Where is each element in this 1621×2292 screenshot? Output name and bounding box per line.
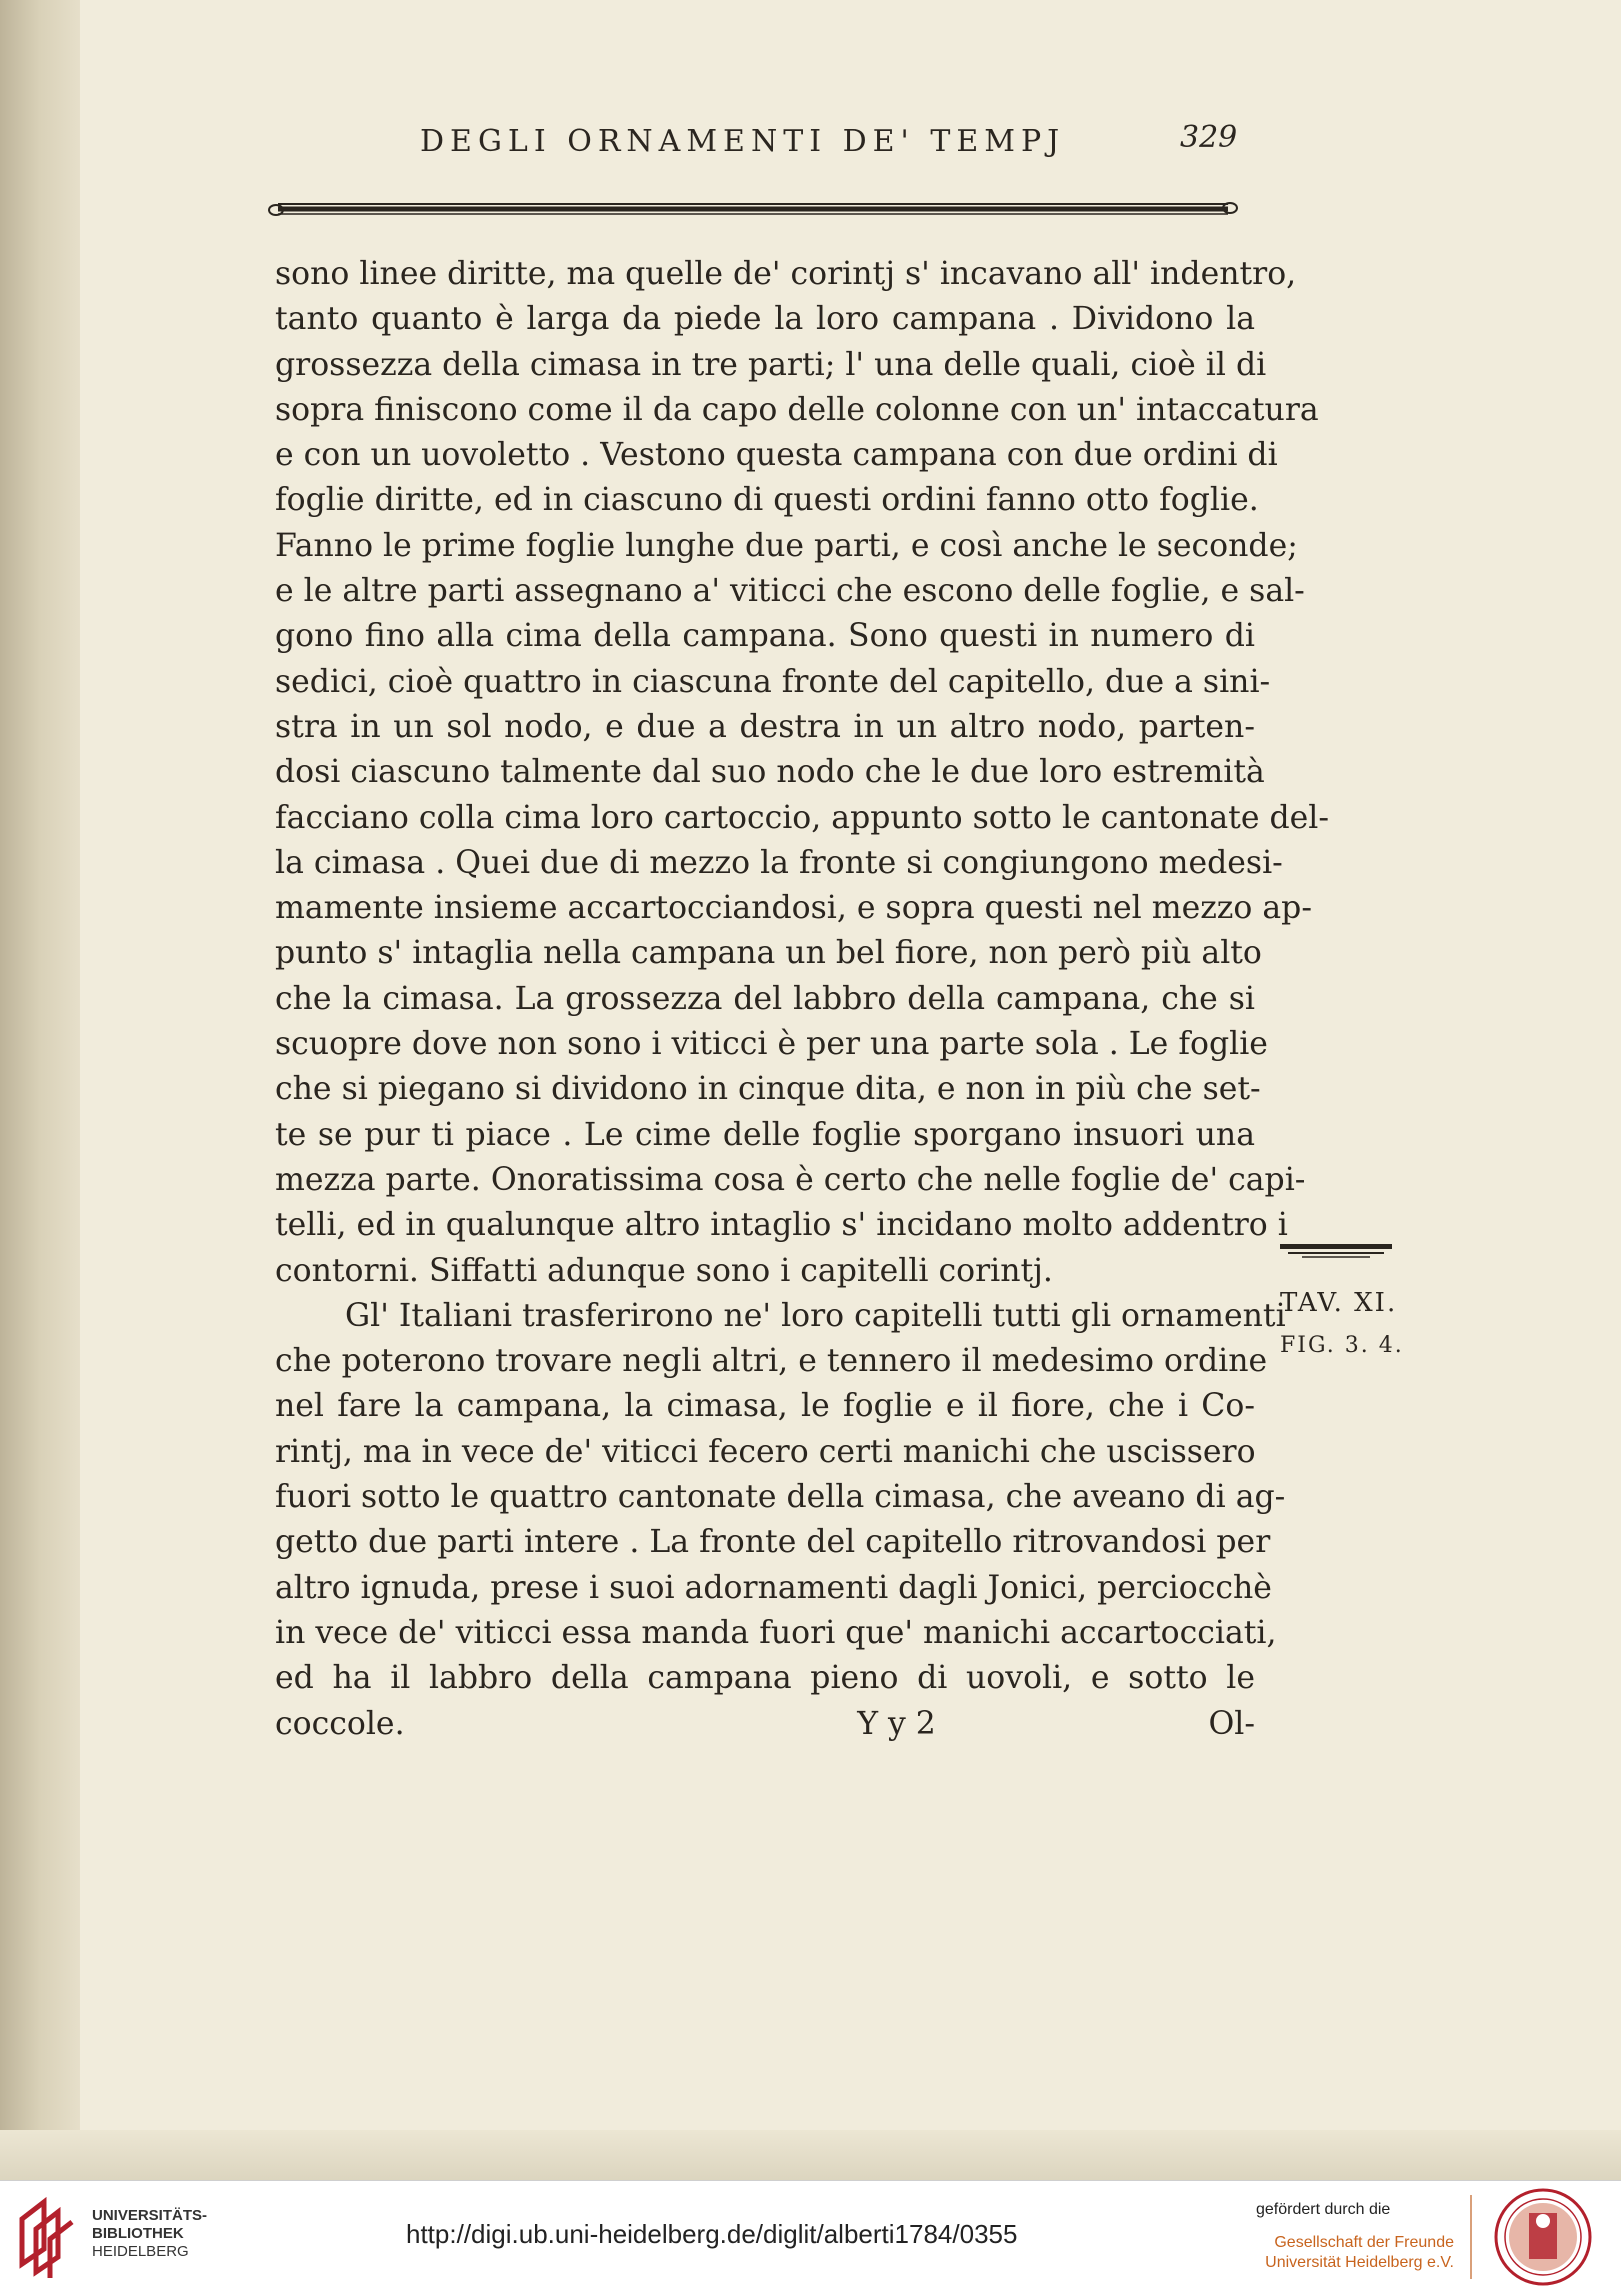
text-line: gono fino alla cima della campana. Sono questi in numero di — [275, 618, 1255, 655]
last-line — [275, 1702, 1255, 1747]
text-line: sono linee diritte, ma quelle de' corintj s' incavano all' indentro, — [275, 256, 1297, 292]
viewer-footer — [0, 2180, 1621, 2292]
page-number: 329 — [1180, 120, 1238, 155]
text-line: sopra finiscono come il da capo delle colonne con un' intaccatura — [275, 391, 1319, 428]
text-line: fuori sotto le quattro cantonate della cimasa, che aveano di ag- — [275, 1479, 1286, 1516]
text-line: getto due parti intere . La fronte del capitello ritrovandosi per — [275, 1524, 1271, 1561]
text-line: stra in un sol nodo, e due a destra in un altro nodo, parten- — [275, 708, 1255, 745]
text-line: mezza parte. Onoratissima cosa è certo che nelle foglie de' capi- — [275, 1161, 1306, 1198]
text-line: te se pur ti piace . Le cime delle foglie sporgano insuori una — [275, 1116, 1255, 1153]
text-line: mamente insieme accartocciandosi, e sopra questi nel mezzo ap- — [275, 890, 1312, 927]
library-name-line: BIBLIOTHEK — [92, 2225, 184, 2242]
text-line: foglie diritte, ed in ciascuno di questi ordini fanno otto foglie. — [275, 482, 1259, 519]
text-line: tanto quanto è larga da piede la loro campana . Dividono la — [275, 301, 1255, 338]
text-line: e le altre parti assegnano a' viticci che escono delle foglie, e sal- — [275, 573, 1305, 610]
library-name — [92, 2207, 207, 2261]
catchword: Ol- — [1208, 1705, 1255, 1742]
text-line: ed ha il labbro della campana pieno di uovoli, e sotto le — [275, 1660, 1255, 1697]
university-library-logo-icon — [14, 2194, 84, 2279]
margin-ornament — [1280, 1244, 1392, 1258]
library-name-line: HEIDELBERG — [92, 2243, 189, 2260]
text-line: dosi ciascuno talmente dal suo nodo che le due loro estremità — [275, 754, 1265, 791]
text-line: telli, ed in qualunque altro intaglio s' incidano molto addentro i — [275, 1207, 1288, 1244]
text-line: che la cimasa. La grossezza del labbro della campana, che si — [275, 980, 1255, 1017]
text-line: Gl' Italiani trasferirono ne' loro capitelli tutti gli ornamenti — [345, 1297, 1286, 1334]
text-line: contorni. Siffatti adunque sono i capitelli corintj. — [275, 1252, 1053, 1289]
last-line-text: coccole. — [275, 1705, 405, 1742]
sponsor-name — [1262, 2233, 1454, 2273]
signature-mark: Y y 2 — [857, 1705, 936, 1742]
plate-reference: TAV. XI. — [1280, 1288, 1398, 1318]
permalink-url[interactable]: http://digi.ub.uni-heidelberg.de/diglit/alberti1784/0355 — [406, 2219, 1018, 2249]
text-line: rintj, ma in vece de' viticci fecero certi manichi che uscissero — [275, 1433, 1256, 1470]
sponsor-name-line: Universität Heidelberg e.V. — [1265, 2254, 1454, 2271]
text-line: punto s' intaglia nella campana un bel fiore, non però più alto — [275, 935, 1262, 972]
university-seal-icon — [1493, 2187, 1593, 2287]
body-text — [275, 252, 1330, 1747]
page-bottom-shadow — [0, 2130, 1621, 2180]
running-title: DEGLI ORNAMENTI DE' TEMPJ — [420, 124, 1066, 159]
text-line: in vece de' viticci essa manda fuori que' manichi accartocciati, — [275, 1614, 1277, 1651]
library-name-line: UNIVERSITÄTS- — [92, 2207, 208, 2224]
text-line: nel fare la campana, la cimasa, le foglie e il fiore, che i Co- — [275, 1388, 1255, 1425]
divider — [1470, 2195, 1472, 2279]
text-line: scuopre dove non sono i viticci è per una parte sola . Le foglie — [275, 1026, 1268, 1063]
figure-reference: FIG. 3. 4. — [1280, 1333, 1404, 1358]
sponsor-label: gefördert durch die — [1256, 2201, 1391, 2218]
text-line: sedici, cioè quattro in ciascuna fronte del capitello, due a sini- — [275, 663, 1271, 700]
scan-binding-edge — [0, 0, 80, 2180]
ornamental-rule — [268, 200, 1238, 216]
text-line: che si piegano si dividono in cinque dita, e non in più che set- — [275, 1071, 1261, 1108]
text-line: e con un uovoletto . Vestono questa campana con due ordini di — [275, 437, 1278, 474]
text-line: grossezza della cimasa in tre parti; l' una delle quali, cioè il di — [275, 346, 1267, 383]
text-line: Fanno le prime foglie lunghe due parti, e così anche le seconde; — [275, 527, 1298, 564]
text-line: la cimasa . Quei due di mezzo la fronte si congiungono medesi- — [275, 844, 1283, 881]
sponsor-name-line: Gesellschaft der Freunde — [1274, 2234, 1454, 2251]
text-line: facciano colla cima loro cartoccio, appunto sotto le cantonate del- — [275, 799, 1330, 836]
text-line: altro ignuda, prese i suoi adornamenti dagli Jonici, perciocchè — [275, 1569, 1272, 1606]
text-line: che poterono trovare negli altri, e tennero il medesimo ordine — [275, 1343, 1268, 1380]
